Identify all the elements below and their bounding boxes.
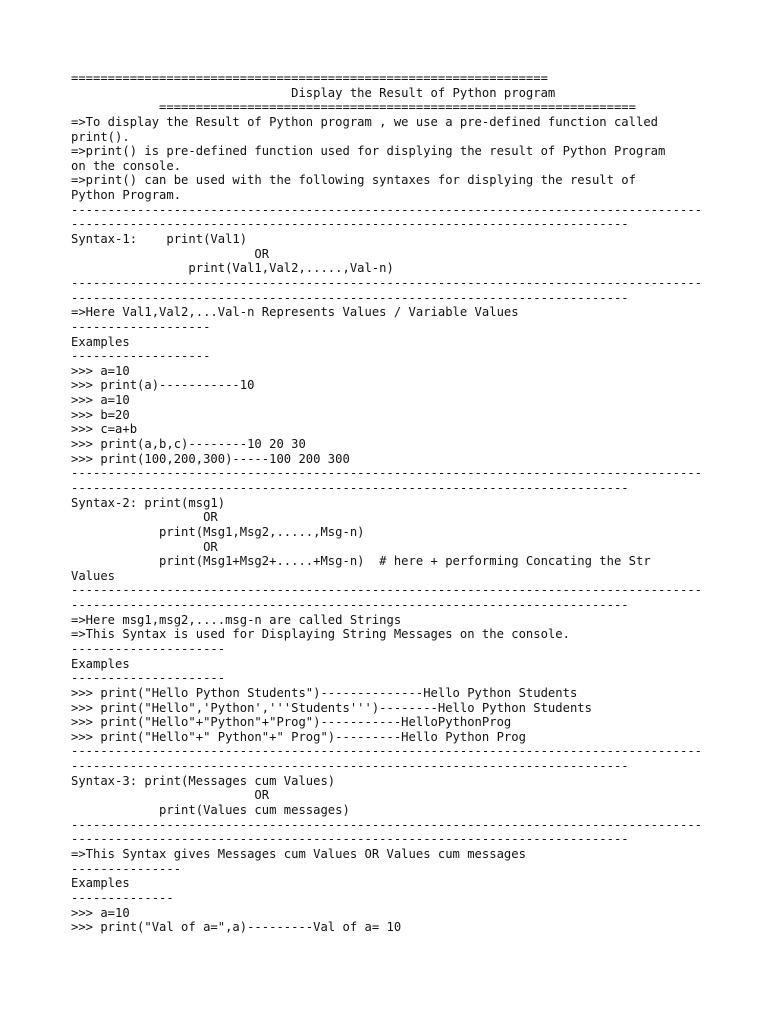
document-line: >>> print("Hello"+"Python"+"Prog")-----------HelloPythonProg <box>71 715 512 730</box>
document-line: print(Val1,Val2,.....,Val-n) <box>71 261 394 276</box>
document-line: -------------------------------------------------------------------------------------- <box>71 275 703 290</box>
document-line: --------------- <box>71 861 182 876</box>
document-line: >>> a=10 <box>71 393 130 408</box>
document-line: print(Msg1+Msg2+.....+Msg-n) # here + performing Concating the Str <box>71 554 651 569</box>
document-line: >>> print(100,200,300)-----100 200 300 <box>71 451 350 466</box>
document-line: ---------------------------------------------------------------------------- <box>71 217 629 232</box>
document-line: Examples <box>71 656 130 671</box>
document-line: >>> c=a+b <box>71 422 138 437</box>
document-line: OR <box>71 788 270 803</box>
document-line: Syntax-2: print(msg1) <box>71 495 226 510</box>
document-line: Examples <box>71 334 130 349</box>
document-line: --------------------- <box>71 641 226 656</box>
document-line: print(Values cum messages) <box>71 803 350 818</box>
document-line: on the console. <box>71 158 182 173</box>
document-line: OR <box>71 539 218 554</box>
document-line: Syntax-1: print(Val1) <box>71 232 248 247</box>
document-line: -------------------------------------------------------------------------------------- <box>71 583 703 598</box>
document-line: ================================================================= <box>71 71 548 85</box>
document-line: -------------------------------------------------------------------------------------- <box>71 202 703 217</box>
document-line: Examples <box>71 876 130 891</box>
document-line: =>To display the Result of Python program , we use a pre-defined function called <box>71 114 658 129</box>
document-line: >>> print("Val of a=",a)---------Val of a= 10 <box>71 920 402 935</box>
document-line: =>Here msg1,msg2,....msg-n are called Strings <box>71 612 402 627</box>
document-line: =>Here Val1,Val2,...Val-n Represents Values / Variable Values <box>71 305 519 320</box>
document-line: ------------------- <box>71 319 211 334</box>
document-line: ---------------------------------------------------------------------------- <box>71 598 629 613</box>
document-line: print(Msg1,Msg2,.....,Msg-n) <box>71 524 365 539</box>
document-line: -------------- <box>71 890 174 905</box>
document-line: ---------------------------------------------------------------------------- <box>71 290 629 305</box>
document-line: >>> b=20 <box>71 407 130 422</box>
document-line: Display the Result of Python program <box>71 85 556 100</box>
document-line: ---------------------------------------------------------------------------- <box>71 832 629 847</box>
document-line: >>> print("Hello",'Python','''Students''')--------Hello Python Students <box>71 700 592 715</box>
document-line: >>> a=10 <box>71 905 130 920</box>
document-line: -------------------------------------------------------------------------------------- <box>71 744 703 759</box>
document-line: =>This Syntax gives Messages cum Values OR Values cum messages <box>71 846 526 861</box>
document-line: Values <box>71 568 116 583</box>
document-line: >>> print("Hello Python Students")--------------Hello Python Students <box>71 685 578 700</box>
document-line: OR <box>71 510 218 525</box>
document-line: -------------------------------------------------------------------------------------- <box>71 466 703 481</box>
document-line: print(). <box>71 129 130 144</box>
document-line: ================================================================= <box>71 100 636 115</box>
document-line: OR <box>71 246 270 261</box>
document-line: >>> print("Hello"+" Python"+" Prog")---------Hello Python Prog <box>71 729 526 744</box>
document-line: =>print() can be used with the following syntaxes for displying the result of <box>71 173 636 188</box>
document-page <box>71 71 751 935</box>
document-line: =>This Syntax is used for Displaying String Messages on the console. <box>71 627 570 642</box>
document-line: >>> a=10 <box>71 363 130 378</box>
document-line: ---------------------------------------------------------------------------- <box>71 759 629 774</box>
document-line: =>print() is pre-defined function used for displying the result of Python Program <box>71 144 666 159</box>
document-line: ------------------- <box>71 349 211 364</box>
document-line: -------------------------------------------------------------------------------------- <box>71 817 703 832</box>
document-line: >>> print(a,b,c)--------10 20 30 <box>71 437 306 452</box>
document-line: --------------------- <box>71 671 226 686</box>
document-line: Python Program. <box>71 188 182 203</box>
document-line: ---------------------------------------------------------------------------- <box>71 480 629 495</box>
document-line: Syntax-3: print(Messages cum Values) <box>71 773 336 788</box>
document-line: >>> print(a)-----------10 <box>71 378 255 393</box>
